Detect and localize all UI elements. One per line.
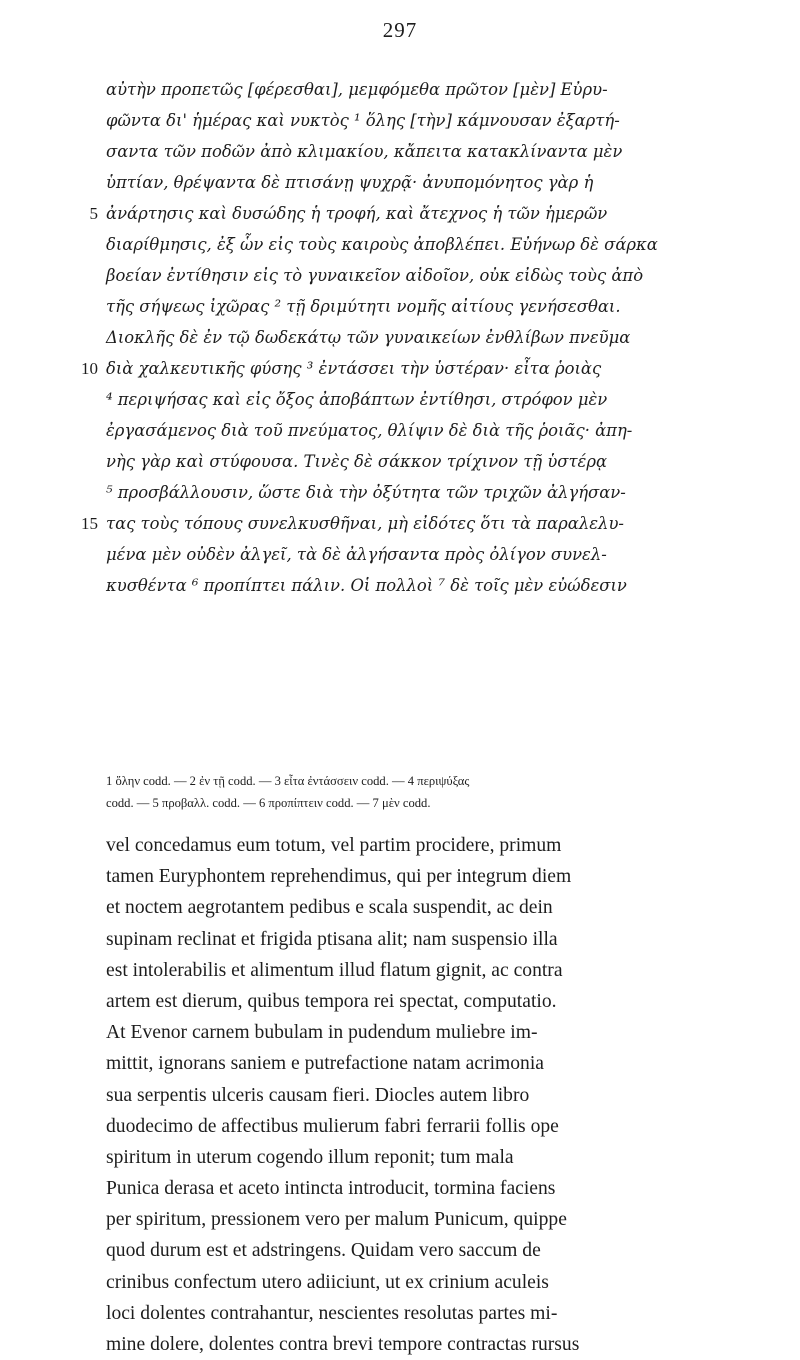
greek-line xyxy=(81,508,706,539)
greek-line xyxy=(106,167,706,198)
greek-line xyxy=(106,291,706,322)
latin-line: artem est dierum, quibus tempora rei spectat, computatio. xyxy=(106,990,557,1012)
apparatus-line: codd. — 5 προβαλλ. codd. — 6 προπίπτειν codd. — 7 μὲν codd. xyxy=(106,796,431,810)
greek-line-text: μένα μὲν οὐδὲν ἀλγεῖ, τὰ δὲ ἀλγήσαντα πρὸς ὀλίγον συνελ- xyxy=(106,545,607,564)
greek-line xyxy=(106,136,706,167)
greek-line xyxy=(106,74,706,105)
latin-translation-block xyxy=(106,830,706,1360)
latin-line: crinibus confectum utero adiiciunt, ut ex crinium aculeis xyxy=(106,1271,549,1293)
line-number: 10 xyxy=(81,359,98,378)
greek-line-text: ⁵ προσβάλλουσιν, ὥστε διὰ τὴν ὀξύτητα τῶν τριχῶν ἀλγήσαν- xyxy=(106,483,626,502)
greek-line-text: τῆς σήψεως ἰχῶρας ² τῇ δριμύτητι νομῆς αἰτίους γενήσεσθαι. xyxy=(106,297,621,316)
greek-line xyxy=(106,260,706,291)
greek-line-text: βοείαν ἐντίθησιν εἰς τὸ γυναικεῖον αἰδοῖον, οὐκ εἰδὼς τοὺς ἀπὸ xyxy=(106,266,644,285)
latin-line: et noctem aegrotantem pedibus e scala suspendit, ac dein xyxy=(106,897,553,919)
greek-line xyxy=(106,229,706,260)
greek-line xyxy=(81,353,706,384)
greek-line xyxy=(89,198,706,229)
greek-line-text: σαντα τῶν ποδῶν ἀπὸ κλιμακίου, κἄπειτα κατακλίναντα μὲν xyxy=(106,142,623,161)
greek-line xyxy=(106,570,706,601)
latin-line: sua serpentis ulceris causam fieri. Diocles autem libro xyxy=(106,1084,530,1106)
greek-line-text: διὰ χαλκευτικῆς φύσης ³ ἐντάσσει τὴν ὑστέραν· εἶτα ῥοιὰς xyxy=(106,359,602,378)
latin-line: duodecimo de affectibus mulierum fabri ferrarii follis ope xyxy=(106,1115,559,1137)
greek-line-text: ⁴ περιψήσας καὶ εἰς ὄξος ἀποβάπτων ἐντίθησι, στρόφον μὲν xyxy=(106,390,608,409)
latin-line: mittit, ignorans saniem e putrefactione natam acrimonia xyxy=(106,1053,544,1075)
greek-line-text: φῶντα δι' ἡμέρας καὶ νυκτὸς ¹ ὅλης [τὴν] κάμνουσαν ἐξαρτή- xyxy=(106,111,620,130)
greek-line-text: τας τοὺς τόπους συνελκυσθῆναι, μὴ εἰδότες ὅτι τὰ παραλελυ- xyxy=(106,514,624,533)
greek-line xyxy=(106,539,706,570)
latin-line: vel concedamus eum totum, vel partim procidere, primum xyxy=(106,835,562,856)
greek-line xyxy=(106,105,706,136)
greek-line-text: ἐργασάμενος διὰ τοῦ πνεύματος, θλίψιν δὲ διὰ τῆς ῥοιᾶς· ἀπη- xyxy=(106,421,633,440)
latin-line: Punica derasa et aceto intincta introducit, tormina faciens xyxy=(106,1178,556,1200)
line-number: 15 xyxy=(81,514,98,533)
critical-apparatus xyxy=(106,770,706,814)
latin-line: loci dolentes contrahantur, nescientes resolutas partes mi- xyxy=(106,1302,558,1324)
latin-line: quod durum est et adstringens. Quidam vero saccum de xyxy=(106,1240,541,1262)
latin-line: mine dolere, dolentes contra brevi tempore contractas rursus xyxy=(106,1334,580,1355)
greek-line-text: διαρίθμησις, ἐξ ὧν εἰς τοὺς καιροὺς ἀποβλέπει. Εὐήνωρ δὲ σάρκα xyxy=(106,235,658,254)
greek-line-text: αὐτὴν προπετῶς [φέρεσθαι], μεμφόμεθα πρῶτον [μὲν] Εὐρυ- xyxy=(106,80,608,99)
latin-line: At Evenor carnem bubulam in pudendum muliebre im- xyxy=(106,1022,538,1044)
greek-line-text: νὴς γὰρ καὶ στύφουσα. Τινὲς δὲ σάκκον τρίχινον τῇ ὑστέρᾳ xyxy=(106,452,608,471)
greek-line-text: ὑπτίαν, θρέψαντα δὲ πτισάνῃ ψυχρᾷ· ἀνυπομόνητος γὰρ ἡ xyxy=(106,173,594,192)
greek-line-text: ἀνάρτησις καὶ δυσώδης ἡ τροφή, καὶ ἄτεχνος ἡ τῶν ἡμερῶν xyxy=(106,204,608,223)
page-number: 297 xyxy=(382,18,418,42)
greek-line xyxy=(106,322,706,353)
latin-line: per spiritum, pressionem vero per malum Punicum, quippe xyxy=(106,1209,567,1231)
latin-line: spiritum in uterum cogendo illum reponit; tum mala xyxy=(106,1146,514,1168)
line-number: 5 xyxy=(89,204,98,223)
greek-line-text: κυσθέντα ⁶ προπίπτει πάλιν. Οἱ πολλοὶ ⁷ δὲ τοῖς μὲν εὐώδεσιν xyxy=(106,576,627,595)
greek-text-block xyxy=(81,74,706,601)
greek-line-text: Διοκλῆς δὲ ἐν τῷ δωδεκάτῳ τῶν γυναικείων ἐνθλίβων πνεῦμα xyxy=(106,328,631,347)
greek-line xyxy=(106,415,706,446)
latin-line: tamen Euryphontem reprehendimus, qui per integrum diem xyxy=(106,866,572,888)
greek-line xyxy=(106,446,706,477)
greek-line xyxy=(106,477,706,508)
latin-line: supinam reclinat et frigida ptisana alit; nam suspensio illa xyxy=(106,928,558,950)
latin-line: est intolerabilis et alimentum illud flatum gignit, ac contra xyxy=(106,959,563,981)
apparatus-line: 1 ὅλην codd. — 2 ἐν τῇ codd. — 3 εἶτα ἐντάσσειν codd. — 4 περιψύξας xyxy=(106,774,470,788)
greek-line xyxy=(106,384,706,415)
